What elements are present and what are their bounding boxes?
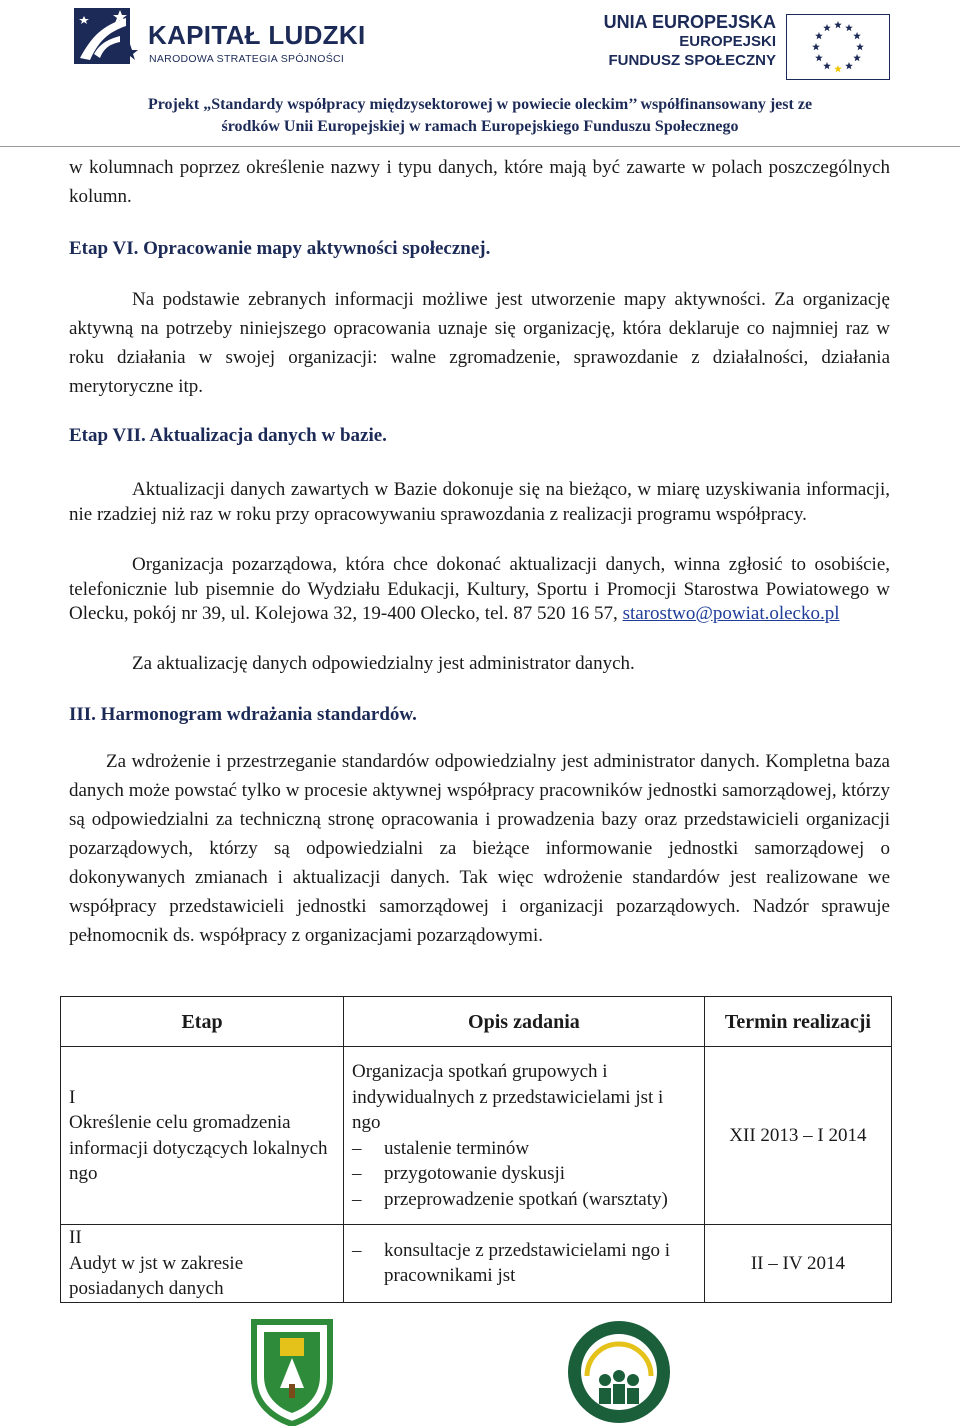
etap-number: II <box>69 1227 82 1248</box>
etap-vii-paragraph-3 <box>69 652 890 677</box>
list-item: – ustalenie terminów <box>352 1136 696 1162</box>
section-iii-paragraph <box>69 747 890 950</box>
eu-logo-text <box>604 12 776 70</box>
eu-line3: FUNDUSZ SPOŁECZNY <box>608 52 776 69</box>
table-header-row <box>61 997 892 1047</box>
etap-description: Określenie celu gromadzenia informacji dotyczących lokalnych ngo <box>69 1112 328 1184</box>
etap-vii-paragraph-1 <box>69 478 890 527</box>
task-list <box>352 1238 696 1289</box>
kapital-ludzki-subtitle: NARODOWA STRATEGIA SPÓJNOŚCI <box>149 53 345 65</box>
header-etap: Etap <box>61 997 344 1047</box>
kapital-ludzki-logo <box>72 6 366 72</box>
header-opis: Opis zadania <box>344 997 705 1047</box>
task-intro: Organizacja spotkań grupowych i indywidualnych z przedstawicielami jst i ngo <box>352 1061 664 1133</box>
kapital-ludzki-emblem-icon <box>72 6 140 72</box>
project-line-1: Projekt „Standardy współpracy międzysektorowej w powiecie oleckim’’ współfinansowany jest ze <box>147 96 813 113</box>
eu-line2: EUROPEJSKI <box>679 33 776 50</box>
section-iii-heading: III. Harmonogram wdrażania standardów. <box>69 704 417 725</box>
task-cell <box>344 1047 705 1225</box>
header-divider <box>0 146 960 147</box>
list-item: – konsultacje z przedstawicielami ngo i pracownikami jst <box>352 1238 696 1289</box>
etap-cell <box>61 1047 344 1225</box>
etap-vi-heading: Etap VI. Opracowanie mapy aktywności społecznej. <box>69 238 491 259</box>
eu-line1: UNIA EUROPEJSKA <box>603 12 776 32</box>
list-item: – przeprowadzenie spotkań (warsztaty) <box>352 1187 696 1213</box>
etap-cell <box>61 1225 344 1303</box>
powiat-coat-of-arms-icon <box>250 1318 334 1426</box>
etap-vii-paragraph-2 <box>69 553 890 627</box>
etap-number: I <box>69 1086 76 1108</box>
section-iii-text: Za wdrożenie i przestrzeganie standardów odpowiedzialny jest administrator danych. Kompletna baza danych może powstać tylko w procesie aktywnej współpracy pracowników jednostki samorządowej, którzy są odpowiedzialni za techniczną stronę opracowania i prowadzenia bazy oraz przedstawicieli organizacji pozarządowych, którzy są odpowiedzialni za bieżące informowanie jednostki samorządowej o dokonywanych zmianach i aktualizacji danych. Tak więc wdrożenie standardów jest realizowane we współpracy przedstawicieli jednostki samorządowej i organizacji pozarządowych. Nadzór sprawuje pełnomocnik ds. współpracy z organizacjami pozarządowymi. <box>69 751 890 946</box>
eu-logo <box>590 12 890 80</box>
termin-cell: XII 2013 – I 2014 <box>704 1047 891 1225</box>
list-item: – przygotowanie dyskusji <box>352 1161 696 1187</box>
eu-flag-icon <box>786 14 890 80</box>
table-row <box>61 1047 892 1225</box>
task-cell <box>344 1225 705 1303</box>
header-termin: Termin realizacji <box>704 997 891 1047</box>
etap-vii-text-2: Organizacja pozarządowa, która chce dokonać aktualizacji danych, winna zgłosić to osobiście, telefonicznie lub pisemnie do Wydziału Edukacji, Kultury, Sportu i Promocji Starostwa Powiatowego w Olecku, pokój nr 39, ul. Kolejowa 32, 19-400 Olecko, tel. 87 520 16 57, <box>69 554 890 624</box>
etap-vii-heading: Etap VII. Aktualizacja danych w bazie. <box>69 425 387 446</box>
project-line-2: środków Unii Europejskiej w ramach Europejskiego Funduszu Społecznego <box>221 118 739 135</box>
etap-vii-text-3: Za aktualizację danych odpowiedzialny jest administrator danych. <box>132 653 635 674</box>
partnership-seal-icon <box>565 1318 673 1426</box>
kapital-ludzki-title: KAPITAŁ LUDZKI <box>148 20 366 50</box>
etap-vi-text: Na podstawie zebranych informacji możliwe jest utworzenie mapy aktywności. Za organizację aktywną na potrzeby niniejszego opracowania uznaje się organizację, która deklaruje co najmniej raz w roku działania w swojej organizacji: walne zgromadzenie, sprawozdanie z działalności, działania merytoryczne itp. <box>69 289 890 397</box>
task-list <box>352 1136 696 1213</box>
termin-cell: II – IV 2014 <box>704 1225 891 1303</box>
email-link[interactable]: starostwo@powiat.olecko.pl <box>622 603 840 624</box>
table-row <box>61 1225 892 1303</box>
etap-vii-text-1: Aktualizacji danych zawartych w Bazie dokonuje się na bieżąco, w miarę uzyskiwania informacji, nie rzadziej niż raz w roku przy opracowywaniu sprawozdania z realizacji programu współpracy. <box>69 479 890 525</box>
etap-vi-paragraph <box>69 285 890 401</box>
intro-paragraph: w kolumnach poprzez określenie nazwy i typu danych, które mają być zawarte w polach poszczególnych kolumn. <box>69 157 890 207</box>
schedule-table <box>60 996 892 1303</box>
page-header <box>0 0 960 150</box>
etap-description: Audyt w jst w zakresie posiadanych danych <box>69 1252 244 1299</box>
